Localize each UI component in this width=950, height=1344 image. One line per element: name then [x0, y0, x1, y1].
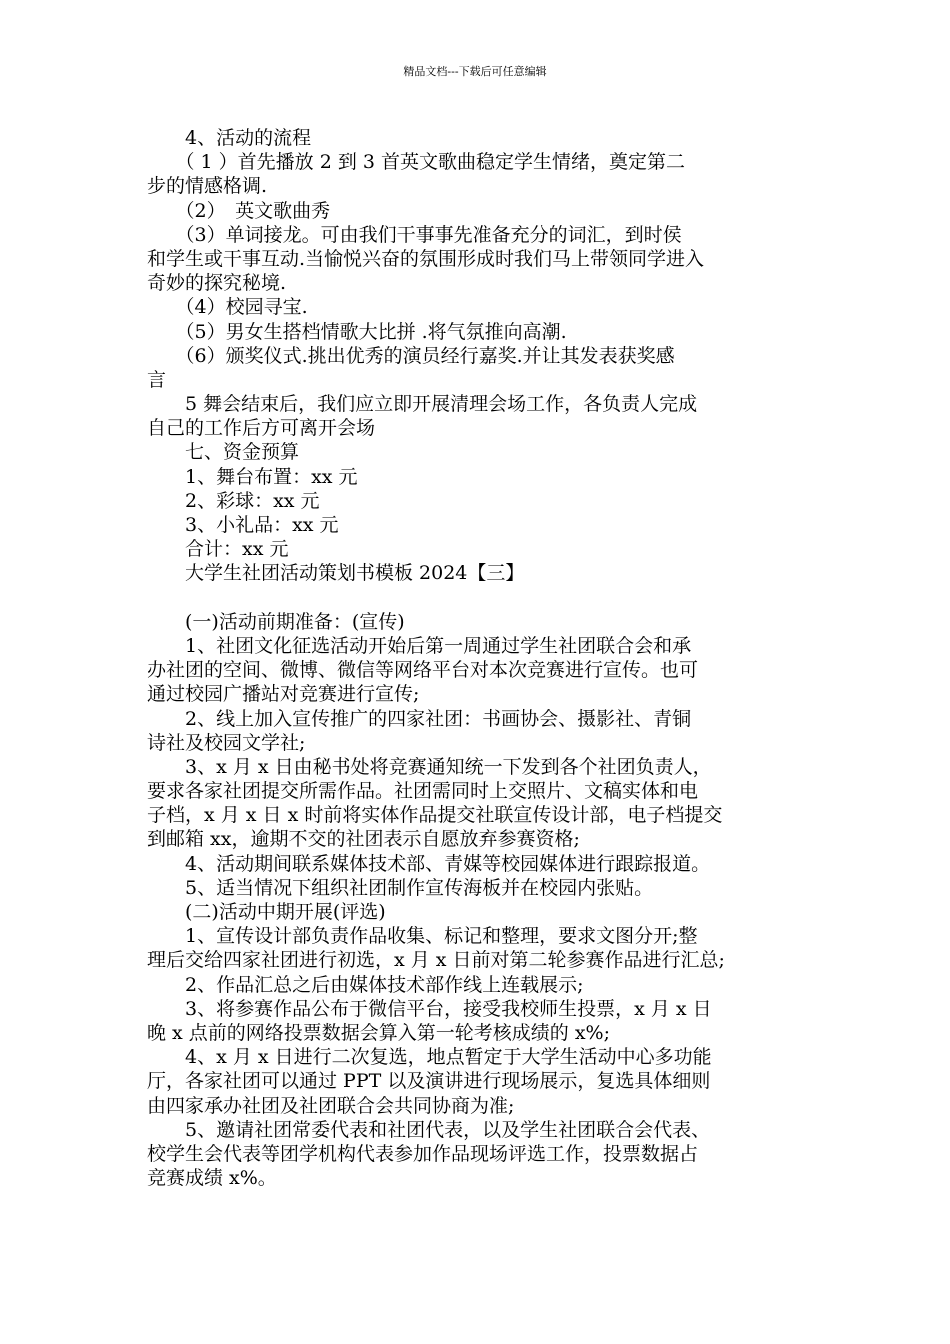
page-header: 精品文档---下载后可任意编辑 — [403, 65, 547, 78]
text-line: 厅，各家社团可以通过 PPT 以及演讲进行现场展示，复选具体细则 — [147, 1070, 711, 1093]
text-line: 由四家承办社团及社团联合会共同协商为准; — [147, 1094, 515, 1117]
text-line: 4、活动期间联系媒体技术部、青媒等校园媒体进行跟踪报道。 — [147, 852, 711, 875]
text-line: 到邮箱 xx，逾期不交的社团表示自愿放弃参赛资格; — [147, 828, 580, 851]
text-line: 自己的工作后方可离开会场 — [147, 417, 376, 440]
text-line: 2、线上加入宣传推广的四家社团：书画协会、摄影社、青铜 — [147, 707, 692, 730]
text-line: 晚 x 点前的网络投票数据会算入第一轮考核成绩的 x%; — [147, 1021, 611, 1044]
text-line: (二)活动中期开展(评选) — [147, 901, 386, 923]
text-line: 通过校园广播站对竞赛进行宣传; — [147, 683, 420, 706]
text-line: 大学生社团活动策划书模板 2024【三】 — [147, 562, 525, 585]
text-line: 七、资金预算 — [147, 441, 300, 464]
text-line: 要求各家社团提交所需作品。社团需同时上交照片、文稿实体和电 — [147, 780, 699, 803]
text-line: 5、适当情况下组织社团制作宣传海板并在校园内张贴。 — [147, 876, 654, 899]
text-line: 3、x 月 x 日由秘书处将竞赛通知统一下发到各个社团负责人， — [147, 755, 712, 778]
text-line: 合计：xx 元 — [147, 538, 289, 561]
text-line: 2、彩球：xx 元 — [147, 489, 320, 512]
text-line: （2） 英文歌曲秀 — [147, 199, 331, 222]
text-line: 4、x 月 x 日进行二次复选，地点暂定于大学生活动中心多功能 — [147, 1046, 712, 1069]
text-line: 1、宣传设计部负责作品收集、标记和整理，要求文图分开;整 — [147, 925, 698, 948]
text-line: 步的情感格调. — [147, 175, 268, 198]
text-line: （3）单词接龙。可由我们干事事先准备充分的词汇，到时侯 — [147, 223, 682, 246]
text-line: 和学生或干事互动.当愉悦兴奋的氛围形成时我们马上带领同学进入 — [147, 247, 705, 270]
text-line: 诗社及校园文学社; — [147, 731, 306, 754]
text-line: 子档，x 月 x 日 x 时前将实体作品提交社联宣传设计部，电子档提交 — [147, 804, 723, 827]
text-line: 3、将参赛作品公布于微信平台，接受我校师生投票，x 月 x 日 — [147, 997, 712, 1020]
text-line: （6）颁奖仪式.挑出优秀的演员经行嘉奖.并让其发表获奖感 — [147, 344, 675, 367]
text-line: 3、小礼品：xx 元 — [147, 514, 339, 536]
text-line: (一)活动前期准备：(宣传) — [147, 610, 405, 633]
text-line: 1、舞台布置：xx 元 — [147, 465, 358, 488]
text-line: 5 舞会结束后，我们应立即开展清理会场工作，各负责人完成 — [147, 393, 698, 416]
text-line: 5、邀请社团常委代表和社团代表，以及学生社团联合会代表、 — [147, 1118, 711, 1141]
text-line: 办社团的空间、微博、微信等网络平台对本次竞赛进行宣传。也可 — [147, 659, 699, 682]
blank-line — [147, 586, 819, 610]
text-line: 竞赛成绩 x%。 — [147, 1167, 277, 1190]
text-line: 校学生会代表等团学机构代表参加作品现场评选工作，投票数据占 — [147, 1142, 699, 1165]
text-line: 奇妙的探究秘境. — [147, 272, 287, 295]
document-body — [147, 126, 819, 1190]
text-line: 理后交给四家社团进行初选，x 月 x 日前对第二轮参赛作品进行汇总; — [147, 949, 725, 972]
text-line: 1、社团文化征选活动开始后第一周通过学生社团联合会和承 — [147, 634, 692, 657]
text-line: （ 1 ）首先播放 2 到 3 首英文歌曲稳定学生情绪，奠定第二 — [147, 151, 686, 174]
text-line: 言 — [147, 368, 167, 391]
text-line: （4）校园寻宝. — [147, 296, 308, 319]
text-line: 2、作品汇总之后由媒体技术部作线上连载展示; — [147, 973, 584, 996]
text-line: （5）男女生搭档情歌大比拼 .将气氛推向高潮. — [147, 320, 567, 343]
text-line: 4、活动的流程 — [147, 127, 312, 149]
